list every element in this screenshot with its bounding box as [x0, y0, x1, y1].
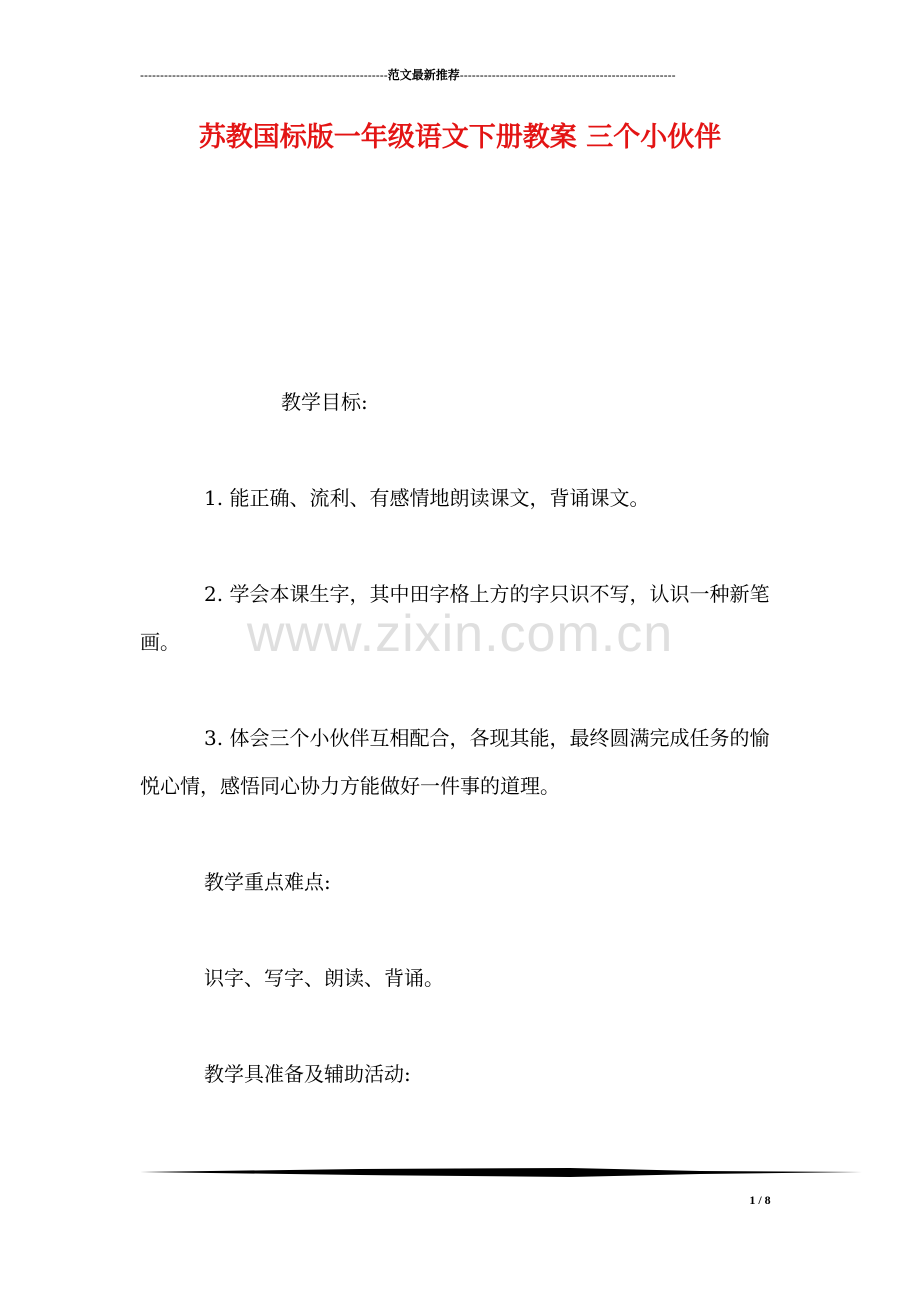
header-label: 范文最新推荐 — [387, 68, 460, 82]
section-heading-key-points: 教学重点难点: — [204, 870, 331, 894]
section-heading-objectives: 教学目标: — [281, 390, 368, 414]
objective-2: 2. 学会本课生字，其中田字格上方的字只识不写，认识一种新笔画。 — [140, 582, 770, 654]
key-points-text: 识字、写字、朗读、背诵。 — [204, 966, 444, 990]
page-number: 1 / 8 — [749, 1193, 771, 1207]
objective-3: 3. 体会三个小伙伴互相配合，各现其能，最终圆满完成任务的愉悦心情，感悟同心协力方能做好一件事的道理。 — [140, 726, 770, 798]
header-rule — [140, 66, 780, 84]
objective-1: 1. 能正确、流利、有感情地朗读课文，背诵课文。 — [204, 486, 650, 510]
header-dashes-left: -------------------------------------------------------------- — [140, 68, 388, 82]
header-dashes-right: ------------------------------------------------------ — [459, 68, 676, 82]
section-heading-materials: 教学具准备及辅助活动: — [204, 1062, 411, 1086]
document-title: 苏教国标版一年级语文下册教案 三个小伙伴 — [198, 122, 722, 153]
watermark: www.zixin.com.cn — [246, 605, 674, 663]
footer-divider — [140, 1162, 862, 1182]
